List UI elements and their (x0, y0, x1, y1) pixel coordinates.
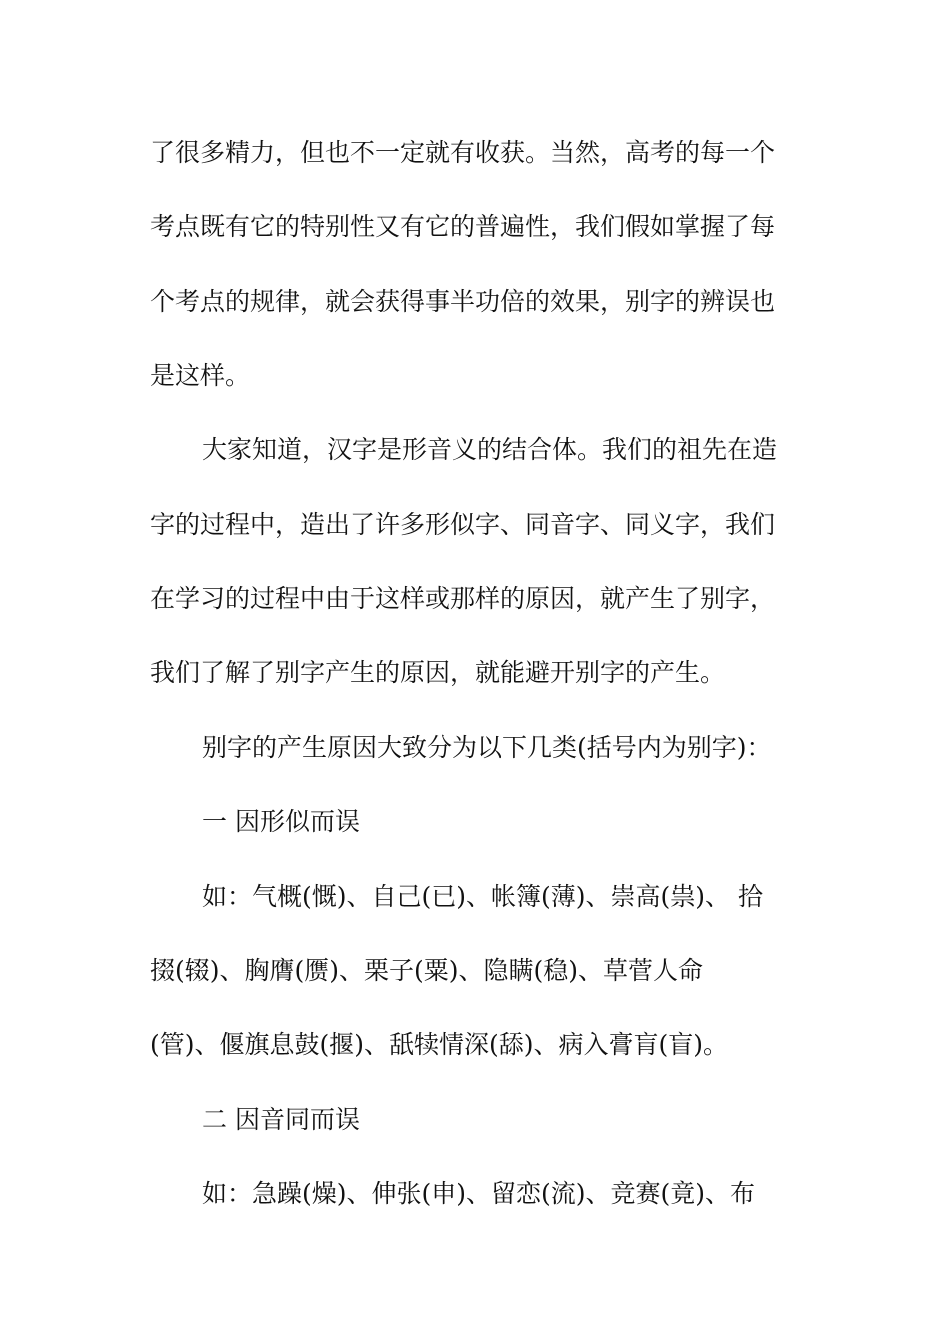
text-line-6: 字的过程中，造出了许多形似字、同音字、同义字，我们 (150, 510, 776, 539)
example-line-1: 如：气概(慨)、自己(已)、帐簿(薄)、崇高(祟)、 拾 (202, 882, 763, 911)
text-line-7: 在学习的过程中由于这样或那样的原因，就产生了别字， (150, 584, 776, 613)
text-line-1: 了很多精力，但也不一定就有收获。当然，高考的每一个 (150, 138, 776, 167)
text-line-2: 考点既有它的特别性又有它的普遍性，我们假如掌握了每 (150, 212, 776, 241)
text-line-3: 个考点的规律，就会获得事半功倍的效果，别字的辨误也 (150, 287, 776, 316)
example-line-2: 掇(辍)、胸膺(赝)、栗子(粟)、隐瞒(稳)、草菅人命 (150, 956, 704, 985)
example-line-3: (管)、偃旗息鼓(揠)、舐犊情深(舔)、病入膏肓(盲)。 (150, 1030, 729, 1059)
section-heading-1: 一 因形似而误 (202, 807, 360, 836)
section-heading-2: 二 因音同而误 (202, 1105, 360, 1134)
categories-intro-line: 别字的产生原因大致分为以下几类(括号内为别字)： (202, 733, 772, 762)
example-line-4: 如：急躁(燥)、伸张(申)、留恋(流)、竞赛(竟)、布 (202, 1179, 756, 1208)
text-line-8: 我们了解了别字产生的原因，就能避开别字的产生。 (150, 658, 726, 687)
paragraph-start-line: 大家知道，汉字是形音义的结合体。我们的祖先在造 (202, 435, 778, 464)
text-line-4: 是这样。 (150, 361, 251, 390)
